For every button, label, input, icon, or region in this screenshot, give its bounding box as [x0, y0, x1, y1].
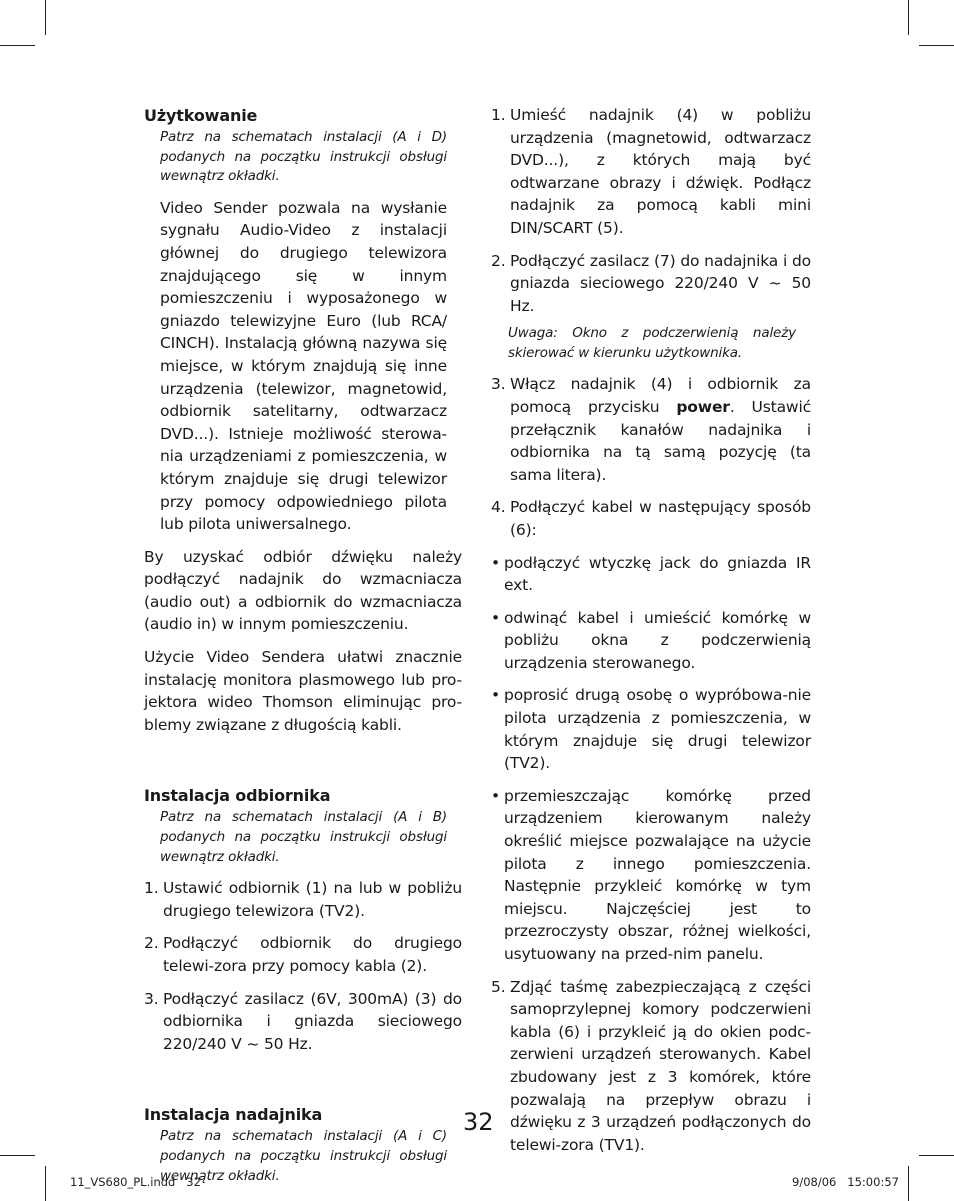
step-number: 3.	[491, 375, 506, 394]
step-text-part: . Ustawić przełącznik kanałów nadajnika i odbiornika na tą samą pozycję (ta sama litera).	[510, 397, 811, 484]
step-text: Podłączyć odbiornik do drugiego telewi-zora przy pomocy kabla (2).	[163, 934, 462, 975]
step-text: Umieść nadajnik (4) w pobliżu urządzenia (magnetowid, odtwarzacz DVD...), z których mają być odtwarzane obrazy i dźwięk. Podłącz nadajnik za pomocą kabli mini DIN/SCART (5).	[510, 106, 811, 237]
footer-timestamp: 9/08/06 15:00:57	[792, 1175, 899, 1189]
step-text-part: Włącz nadajnik (4) i odbiornik za pomocą przycisku	[510, 375, 811, 416]
crop-mark	[919, 1155, 954, 1156]
list-item	[491, 976, 811, 1157]
crop-mark	[45, 0, 46, 35]
crop-mark	[45, 1166, 46, 1201]
bullet: •	[491, 553, 500, 572]
step-text: Ustawić odbiornik (1) na lub w pobliżu drugiego telewizora (TV2).	[163, 879, 462, 920]
usage-paragraph-2: By uzyskać odbiór dźwięku należy podłączyć nadajnik do wzmacniacza (audio out) a odbiornik do wzmacniacza (audio in) w innym pomieszczeniu.	[144, 547, 462, 634]
step-number: 1.	[491, 106, 506, 124]
usage-heading: Użytkowanie	[144, 106, 258, 125]
step-number: 1.	[144, 879, 159, 898]
step-number: 5.	[491, 977, 506, 996]
ir-window-note: Uwaga: Okno z podczerwienią należy skierować w kierunku użytkownika.	[508, 325, 796, 362]
bullet: •	[491, 786, 500, 805]
receiver-heading: Instalacja odbiornika	[144, 786, 331, 806]
list-item	[491, 684, 811, 774]
receiver-steps	[144, 877, 462, 1055]
list-item	[491, 496, 811, 541]
crop-mark	[0, 1155, 35, 1156]
list-item	[491, 373, 811, 486]
usage-paragraph-3: Użycie Video Sendera ułatwi znacznie instalację monitora plasmowego lub pro-jektora wideo Thomson eliminując pro-blemy związane z długością kabli.	[144, 648, 462, 734]
step-text: Zdjąć taśmę zabezpieczającą z części samoprzylepnej komory podczerwieni kabla (6) i przykleić ją do okien podc-zerwieni urządzeń sterowanych. Kabel zbudowany jest z 3 komórek, które pozwalają na przepływ obrazu i dźwięku z 3 urządzeń podłączonych do telewi-zora (TV1).	[510, 977, 811, 1154]
bullet-text: odwinąć kabel i umieścić komórkę w pobliżu okna z podczerwienią urządzenia sterowanego.	[504, 608, 811, 672]
list-item	[491, 552, 811, 597]
step-text: Podłączyć zasilacz (6V, 300mA) (3) do odbiornika i gniazda sieciowego 220/240 V ~ 50 Hz.	[163, 989, 462, 1053]
transmitter-steps-cont	[491, 373, 811, 541]
list-item	[491, 607, 811, 675]
crop-mark	[908, 0, 909, 35]
list-item	[144, 932, 462, 977]
step-text: Podłączyć zasilacz (7) do nadajnika i do gniazda sieciowego 220/240 V ~ 50 Hz.	[510, 251, 811, 315]
page-number: 32	[463, 1108, 494, 1136]
bullet: •	[491, 608, 500, 627]
transmitter-note: Patrz na schematach instalacji (A i C) podanych na początku instrukcji obsługi wewnątrz okładki.	[160, 1128, 447, 1184]
right-column	[491, 104, 811, 1166]
step-number: 3.	[144, 989, 159, 1008]
transmitter-steps-end	[491, 976, 811, 1157]
usage-paragraph-1: Video Sender pozwala na wysłanie sygnału Audio-Video z instalacji głównej do drugiego telewizora znajdującego się w innym pomieszczeniu i wyposażonego w gniazdo telewizyjne Euro (lub RCA/ CINCH). Instalacją główną nazywa się miejsce, w którym znajdują się inne urządzenia (telewizor, magnetowid, odbiornik satelitarny, odtwarzacz DVD...). Istnieje możliwość sterowa-nia urządzeniami z pomieszczenia, w którym znajduje się drugi telewizor przy pomocy odpowiedniego pilota lub pilota uniwersalnego.	[160, 198, 447, 534]
list-item	[491, 104, 811, 240]
step-text	[510, 373, 811, 486]
crop-mark	[0, 45, 35, 46]
list-item	[144, 988, 462, 1056]
bullet: •	[491, 686, 500, 705]
list-item	[491, 250, 811, 318]
crop-mark	[908, 1166, 909, 1201]
cable-bullets	[491, 552, 811, 966]
bullet-text: poprosić drugą osobę o wypróbowa-nie pilota urządzenia z pomieszczenia, w którym znajduje się drugi telewizor (TV2).	[504, 686, 811, 773]
step-number: 2.	[144, 934, 159, 953]
crop-mark	[919, 45, 954, 46]
step-number: 4.	[491, 498, 506, 517]
bullet-text: przemieszczając komórkę przed urządzeniem kierowanym należy określić miejsce pozwalające na użycie pilota z innego pomieszczenia. Następnie przykleić komórkę w tym miejscu. Najczęściej jest to przezroczysty obszar, różnej wielkości, usytuowany na przed-nim panelu.	[504, 786, 811, 963]
transmitter-heading: Instalacja nadajnika	[144, 1105, 323, 1125]
power-keyword: power	[676, 397, 730, 416]
transmitter-steps	[491, 104, 811, 317]
step-text: Podłączyć kabel w następujący sposób (6):	[510, 498, 811, 539]
usage-note: Patrz na schematach instalacji (A i D) podanych na początku instrukcji obsługi wewnątrz okładki.	[160, 129, 447, 185]
footer-filename: 11_VS680_PL.indd 32	[70, 1175, 201, 1189]
step-number: 2.	[491, 251, 506, 270]
list-item	[144, 877, 462, 922]
receiver-note: Patrz na schematach instalacji (A i B) podanych na początku instrukcji obsługi wewnątrz okładki.	[160, 809, 447, 865]
left-column	[144, 104, 462, 1196]
bullet-text: podłączyć wtyczkę jack do gniazda IR ext.	[504, 553, 811, 595]
list-item	[491, 785, 811, 966]
